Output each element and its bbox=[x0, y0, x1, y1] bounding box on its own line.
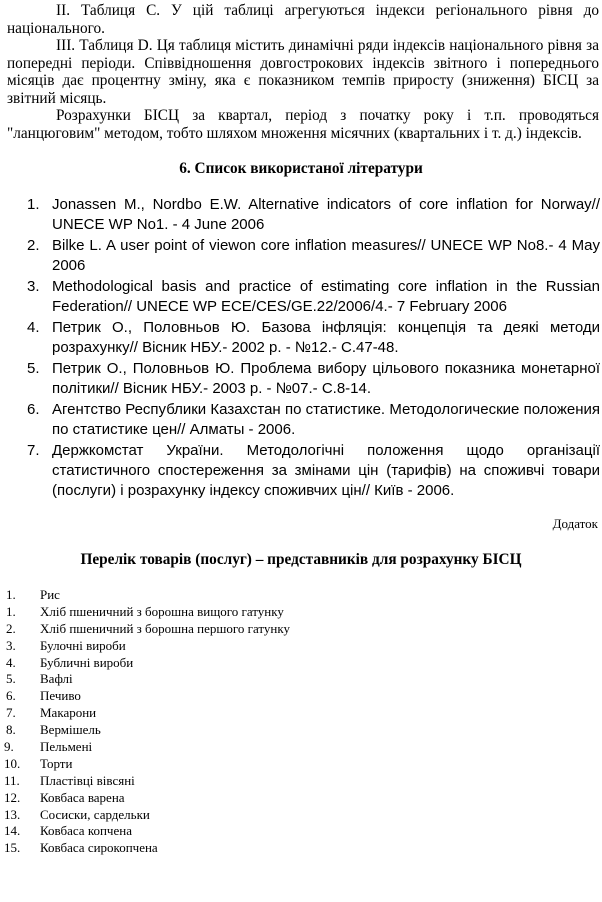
goods-item bbox=[0, 756, 602, 773]
goods-item bbox=[0, 790, 602, 807]
literature-item-number: 3. bbox=[27, 278, 40, 295]
goods-item bbox=[0, 840, 602, 857]
goods-item-number: 9. bbox=[4, 739, 14, 755]
goods-item-number: 8. bbox=[6, 722, 16, 738]
goods-item-name: Пельмені bbox=[40, 739, 93, 755]
literature-item-number: 1. bbox=[27, 196, 40, 213]
goods-item-name: Печиво bbox=[40, 688, 81, 704]
goods-item-number: 1. bbox=[6, 587, 16, 602]
goods-item-number: 4. bbox=[6, 654, 16, 670]
goods-item bbox=[0, 604, 602, 621]
literature-item-text: Петрик О., Половньов Ю. Проблема вибору цільового показника монетарної політики// Вісник НБУ.- 2003 р. - №07.- С.8-14. bbox=[52, 360, 600, 397]
goods-item-name: Рис bbox=[40, 587, 60, 602]
goods-item-number: 10. bbox=[4, 755, 21, 771]
literature-item bbox=[27, 400, 600, 440]
goods-item-number: 6. bbox=[6, 688, 16, 704]
goods-item-number: 15. bbox=[4, 840, 21, 856]
goods-item bbox=[0, 621, 602, 638]
paragraph-table-d: III. Таблиця D. Ця таблиця містить динамічні ряди індексів національного рівня за попередні періоди. Співвідношення довгострокових індексів звітного і попереднього місяців дає процентну зміну, яка є показником темпів приросту (зниження) БІСЦ за звітний місяць. bbox=[7, 37, 599, 107]
goods-item-name: Вермішель bbox=[40, 722, 101, 738]
goods-item bbox=[0, 638, 602, 655]
literature-item-number: 7. bbox=[27, 442, 40, 459]
goods-item-name: Хліб пшеничний з борошна першого гатунку bbox=[40, 620, 291, 636]
goods-item-name: Сосиски, сардельки bbox=[40, 806, 150, 822]
methodology-text bbox=[0, 0, 602, 142]
goods-item-number: 5. bbox=[6, 671, 16, 687]
goods-list bbox=[0, 587, 602, 857]
paragraph-table-c: II. Таблиця C. У цій таблиці агрегуються індекси регіонального рівня до національного. bbox=[7, 2, 599, 37]
goods-item-number: 14. bbox=[4, 823, 21, 839]
goods-item-name: Хліб пшеничний з борошна вищого гатунку bbox=[40, 603, 284, 619]
goods-item-number: 11. bbox=[4, 772, 20, 788]
literature-item bbox=[27, 441, 600, 501]
goods-item-number: 1. bbox=[6, 603, 16, 619]
goods-item-name: Ковбаса сирокопчена bbox=[40, 840, 158, 856]
goods-item bbox=[0, 739, 602, 756]
goods-item bbox=[0, 671, 602, 688]
goods-item bbox=[0, 722, 602, 739]
literature-item-text: Агентство Республики Казахстан по статистике. Методологические положения по статистике цен// Алматы - 2006. bbox=[52, 401, 600, 438]
literature-item-text: Петрик О., Половньов Ю. Базова інфляція: концепція та деякі методи розрахунку// Вісник НБУ.- 2002 р. - №12.- С.47-48. bbox=[52, 319, 600, 356]
goods-item-number: 12. bbox=[4, 789, 21, 805]
goods-list-heading: Перелік товарів (послуг) – представників для розрахунку БІСЦ bbox=[80, 551, 522, 568]
goods-item bbox=[0, 823, 602, 840]
goods-item bbox=[0, 773, 602, 790]
goods-item-number: 13. bbox=[4, 806, 21, 822]
goods-item-name: Пластівці вівсяні bbox=[40, 772, 135, 788]
goods-item bbox=[0, 655, 602, 672]
literature-list bbox=[0, 195, 602, 501]
goods-item-name: Булочні вироби bbox=[40, 637, 126, 653]
literature-item bbox=[27, 236, 600, 276]
paragraph-chain-method: Розрахунки БІСЦ за квартал, період з початку року і т.п. проводяться "ланцюговим" методом, тобто шляхом множення місячних (квартальних і т. д.) індексів. bbox=[7, 107, 599, 142]
literature-item bbox=[27, 359, 600, 399]
goods-item-number: 2. bbox=[6, 620, 16, 636]
literature-item bbox=[27, 195, 600, 235]
literature-item-text: Jonassen M., Nordbo E.W. Alternative indicators of core inflation for Norway// UNECE WP No1. - 4 June 2006 bbox=[52, 196, 600, 233]
goods-item-number: 7. bbox=[6, 705, 16, 721]
appendix-label: Додаток bbox=[552, 516, 598, 531]
literature-item bbox=[27, 277, 600, 317]
goods-item-name: Вафлі bbox=[40, 671, 73, 687]
goods-item-name: Торти bbox=[40, 755, 73, 771]
goods-item-name: Бубличні вироби bbox=[40, 654, 134, 670]
literature-item-number: 4. bbox=[27, 319, 40, 336]
literature-item-text: Держкомстат України. Методологічні положення щодо організації статистичного спостереження за змінами цін (тарифів) на споживчі товари (послуги) і розрахунку індексу споживчих цін// Київ - 2006. bbox=[52, 442, 600, 499]
literature-item bbox=[27, 318, 600, 358]
literature-item-number: 5. bbox=[27, 360, 40, 377]
literature-item-text: Bilke L. A user point of viewon core inflation measures// UNECE WP No8.- 4 May 2006 bbox=[52, 237, 600, 274]
goods-item bbox=[0, 587, 602, 604]
literature-heading: 6. Список використаної літератури bbox=[179, 160, 423, 177]
goods-item-number: 3. bbox=[6, 637, 16, 653]
literature-item-number: 2. bbox=[27, 237, 40, 254]
goods-item-name: Макарони bbox=[40, 705, 97, 721]
literature-item-number: 6. bbox=[27, 401, 40, 418]
goods-item-name: Ковбаса варена bbox=[40, 789, 125, 805]
goods-item bbox=[0, 807, 602, 824]
literature-item-text: Methodological basis and practice of estimating core inflation in the Russian Federation// UNECE WP ECE/CES/GE.22/2006/4.- 7 February 2006 bbox=[52, 278, 600, 315]
goods-item bbox=[0, 705, 602, 722]
goods-item-name: Ковбаса копчена bbox=[40, 823, 132, 839]
goods-item bbox=[0, 688, 602, 705]
